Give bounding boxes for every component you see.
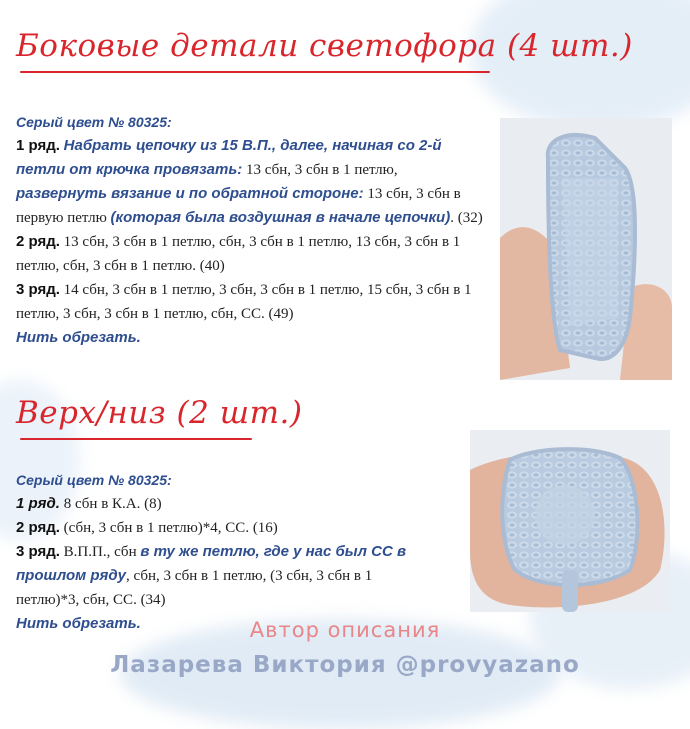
s2-row3-text-c: , сбн, 3 сбн в 1 петлю, (3 сбн, 3 сбн в 1 петлю)*3, сбн, СС. (34) xyxy=(16,568,373,608)
section1-body xyxy=(16,110,492,350)
row1-text-a: Набрать цепочку из 15 В.П., далее, начиная со 2-й петли от крючка провязать: xyxy=(16,137,442,178)
row3-text: 14 сбн, 3 сбн в 1 петлю, 3 сбн, 3 сбн в 1 петлю, 15 сбн, 3 сбн в 1 петлю, 3 сбн, 3 сбн в 1 петлю, сбн, СС. (49) xyxy=(16,282,472,322)
section2-cut: Нить обрезать. xyxy=(16,615,141,632)
s2-row3-text-b: в ту же петлю, где у нас был СС в прошлом ряду xyxy=(16,543,407,584)
s2-row1-text: 8 сбн в К.А. (8) xyxy=(59,496,162,512)
section1-row3 xyxy=(16,278,492,326)
row1-text-c: развернуть вязание и по обратной стороне: xyxy=(16,185,364,202)
section1-color-label: Серый цвет № 80325: xyxy=(16,114,172,130)
section1-row1 xyxy=(16,134,492,230)
section2-row3 xyxy=(16,540,406,612)
row1-text-e: (которая была воздушная в начале цепочки) xyxy=(110,209,451,226)
row1-text-b: 13 сбн, 3 сбн в 1 петлю, xyxy=(242,162,398,178)
row1-text-f: . (32) xyxy=(450,210,483,226)
section2-title-underline xyxy=(20,438,252,440)
watercolor-top-right xyxy=(470,0,690,130)
section1-cut: Нить обрезать. xyxy=(16,329,141,346)
section1-row2 xyxy=(16,230,492,278)
s2-row3-label: 3 ряд. xyxy=(16,543,60,560)
row2-label: 2 ряд. xyxy=(16,233,60,250)
s2-row2-label: 2 ряд. xyxy=(16,519,60,536)
section1-title: Боковые детали светофора (4 шт.) xyxy=(16,28,633,64)
section2-color-label: Серый цвет № 80325: xyxy=(16,472,172,488)
section2-title: Верх/низ (2 шт.) xyxy=(16,395,303,431)
row3-label: 3 ряд. xyxy=(16,281,60,298)
section2-row2 xyxy=(16,516,416,540)
section2-row1 xyxy=(16,492,416,516)
s2-row1-label: 1 ряд. xyxy=(16,495,60,512)
photo-top-piece xyxy=(470,430,670,612)
author-line1: Автор описания xyxy=(249,618,441,642)
row2-text: 13 сбн, 3 сбн в 1 петлю, сбн, 3 сбн в 1 петлю, 13 сбн, 3 сбн в 1 петлю, сбн, 3 сбн в 1 петлю. (40) xyxy=(16,234,461,274)
s2-row3-text-a: В.П.П., сбн xyxy=(59,544,141,560)
row1-label: 1 ряд. xyxy=(16,137,60,154)
row1-text-d: 13 сбн, 3 сбн в первую петлю xyxy=(16,186,461,226)
section1-title-underline xyxy=(20,71,490,73)
photo-side-piece xyxy=(500,118,672,380)
author-line2: Лазарева Виктория @provyazano xyxy=(110,652,580,678)
s2-row2-text: (сбн, 3 сбн в 1 петлю)*4, СС. (16) xyxy=(59,520,278,536)
section2-body xyxy=(16,468,416,636)
